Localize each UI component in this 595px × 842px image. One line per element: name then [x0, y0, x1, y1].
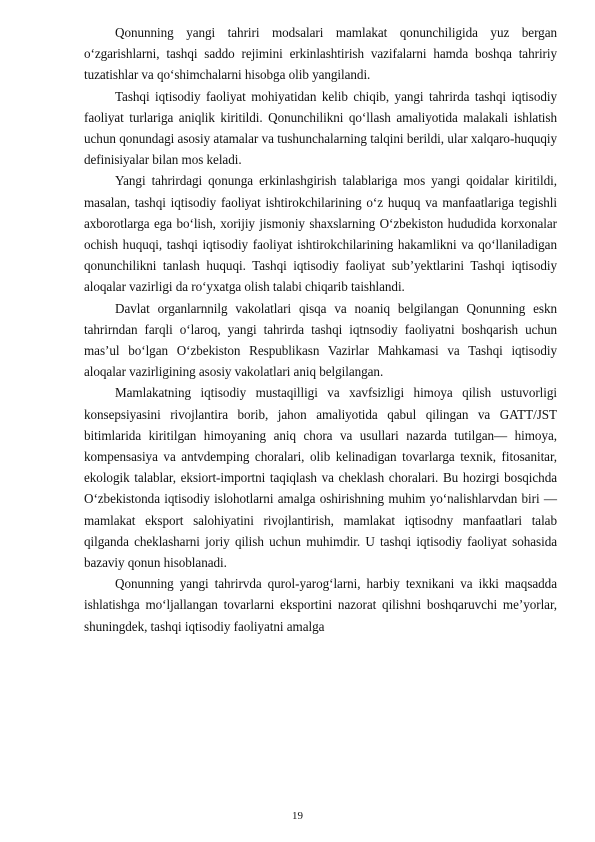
paragraph-2: Tashqi iqtisodiy faoliyat mohiyatidan kelib chiqib, yangi tahrirda tashqi iqtisodiy faoliyat turlariga aniqlik kiritildi. Qonunchilikni qoʻllash amaliyotida malakali ishlatish uchun qonundagi asosiy atamalar va tushunchalarning talqini berildi, ular xalqaro-huquqiy definisiyalar bilan mos keladi. — [84, 88, 557, 168]
paragraph-5: Mamlakatning iqtisodiy mustaqilligi va xavfsizligi himoya qilish ustuvorligi konsepsiyasini rivojlantira borib, jahon amaliyotida qabul qilingan va GATT/JST bitimlarida kiritilgan himoyaning aniq chora va usullari nazarda tutilgan— himoya, kompensasiya va antvdemping choralari, olib kelinadigan tovarlarga texnik, fitosanitar, ekologik talablar, eksiort-importni taqiqlash va cheklash choralari. Bu hozirgi bosqichda Oʻzbekistonda iqtisodiy islohotlarni amalga oshirishning muhim yoʻnalishlarvdan biri — mamlakat eksport salohiyatini rivojlantirish, mamlakat iqtisodny manfaatlari talab qilganda cheklasharni joriy qilish uchun muhimdir. U tashqi iqtisodiy faoliyat sohasida bazaviy qonun hisoblanadi. — [84, 385, 557, 571]
paragraph-4: Davlat organlarnnilg vakolatlari qisqa va noaniq belgilangan Qonunning eskn tahrirndan farqli oʻlaroq, yangi tahrirda tashqi iqtnsodiy faoliyatni boshqarish uchun mas’ul boʻlgan Oʻzbekiston Respublikasn Vazirlar Mahkamasi va Tashqi iqtisodiy aloqalar vazirligining asosiy vakolatlari aniq belgilangan. — [84, 300, 557, 380]
paragraph-1: Qonunning yangi tahriri modsalari mamlakat qonunchiligida yuz bergan oʻzgarishlarni, tashqi saddo rejimini erkinlashtirish vazifalarni hamda boshqa tahririy tuzatishlar va qoʻshimchalarni hisobga olib yangilandi. — [84, 25, 557, 83]
paragraph-3: Yangi tahrirdagi qonunga erkinlashgirish talablariga mos yangi qoidalar kiritildi, masalan, tashqi iqtisodiy faoliyat ishtirokchilarining oʻz huquq va manfaatlariga tegishli axborotlarga ega boʻlish, xorijiy jismoniy shaxslarning Oʻzbekiston hududida korxonalar ochish huquqi, tashqi iqtisodiy faoliyat ishtirokchilarining hakamlikni va qoʻllaniladigan qonunchilikni tanlash huquqi. Tashqi iqtisodiy faoliyat sub’yektlarini Tashqi iqtisodiy aloqalar vazirligi da roʻyxatga olish talabi chiqarib taishlandi. — [84, 173, 557, 295]
page-number: 19 — [292, 810, 303, 822]
body-text — [84, 22, 557, 637]
paragraph-6: Qonunning yangi tahrirvda qurol-yarogʻlarni, harbiy texnikani va ikki maqsadda ishlatishga moʻljallangan tovarlarni eksportini nazorat qilishni boshqaruvchi me’yorlar, shuningdek, tashqi iqtisodiy faoliyatni amalga — [84, 576, 557, 634]
